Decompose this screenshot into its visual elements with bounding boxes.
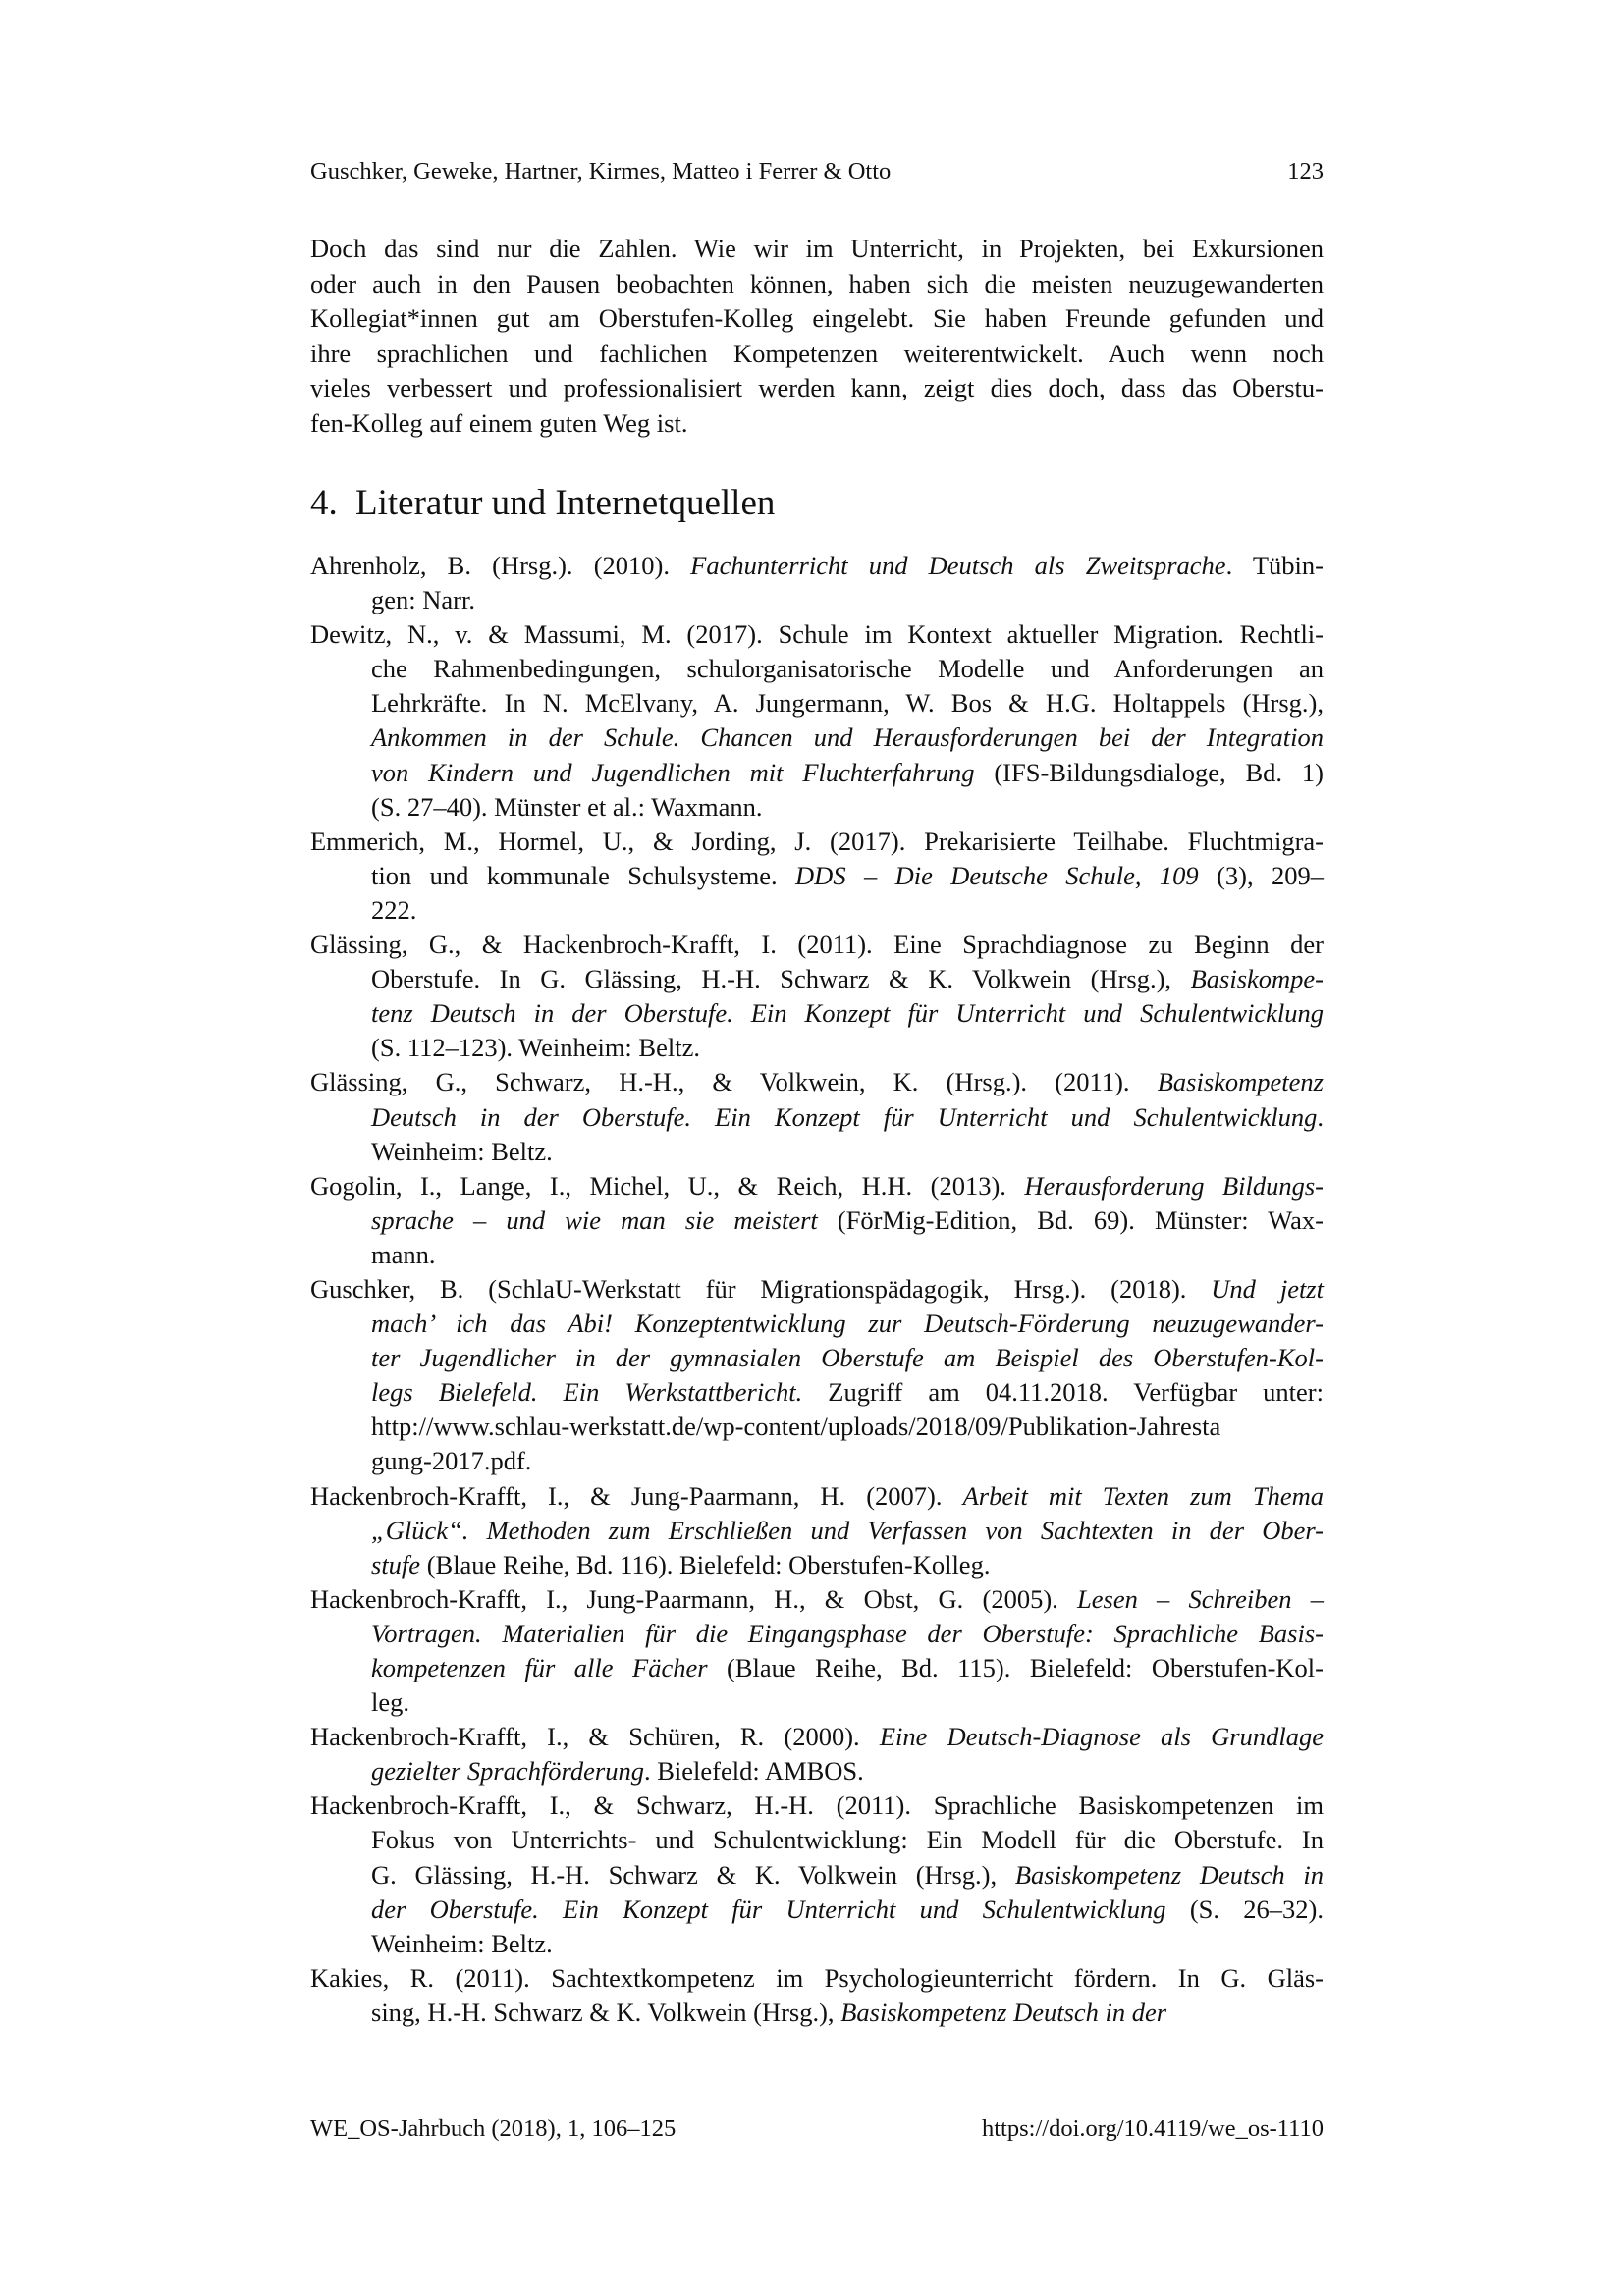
reference-line xyxy=(310,617,1324,652)
reference-text: Dewitz, N., v. & Massumi, M. (2017). Schule im Kontext aktueller Migration. Rechtli- xyxy=(310,619,1324,650)
reference-text: Oberstufe. In G. Glässing, H.-H. Schwarz & K. Volkwein (Hrsg.), xyxy=(371,964,1191,994)
reference-title-text: Vortragen. Materialien für die Eingangsphase der Oberstufe: Sprachliche Basis- xyxy=(371,1618,1324,1648)
reference-line xyxy=(310,928,1324,962)
reference-text: G. Glässing, H.-H. Schwarz & K. Volkwein (Hrsg.), xyxy=(371,1859,1015,1890)
reference-line xyxy=(371,1651,1324,1685)
reference-text: (S. 26–32). xyxy=(1165,1894,1324,1924)
reference-entry xyxy=(310,928,1324,1065)
reference-line xyxy=(371,859,1324,893)
reference-text: (Blaue Reihe, Bd. 115). Bielefeld: Oberstufen-Kol- xyxy=(707,1653,1324,1682)
reference-title-text: Herausforderung Bildungs- xyxy=(1024,1170,1324,1201)
reference-line xyxy=(371,1858,1324,1893)
reference-text: Guschker, B. (SchlaU-Werkstatt für Migrationspädagogik, Hrsg.). (2018). xyxy=(310,1273,1212,1304)
reference-line xyxy=(371,1341,1324,1375)
reference-line xyxy=(310,1169,1324,1203)
reference-text: tion und kommunale Schulsysteme. xyxy=(371,860,796,890)
reference-text: . xyxy=(1317,1101,1324,1132)
reference-text: sing, H.-H. Schwarz & K. Volkwein (Hrsg.), xyxy=(371,1997,841,2027)
reference-text: http://www.schlau-werkstatt.de/wp-content/uploads/2018/09/Publikation-Jahresta xyxy=(371,1412,1221,1442)
reference-entry xyxy=(310,825,1324,928)
reference-title-text: Und jetzt xyxy=(1211,1273,1324,1304)
reference-entry xyxy=(310,1582,1324,1720)
body-paragraph xyxy=(310,232,1324,441)
reference-line xyxy=(310,1065,1324,1099)
reference-text: Weinheim: Beltz. xyxy=(371,1136,553,1166)
reference-line xyxy=(310,1720,1324,1754)
body-line: Doch das sind nur die Zahlen. Wie wir im Unterricht, in Projekten, bei Exkursionen xyxy=(310,234,1324,263)
reference-title-text: kompetenzen für alle Fächer xyxy=(371,1653,708,1682)
reference-text: gung-2017.pdf. xyxy=(371,1446,532,1476)
reference-title-text: Basiskompetenz xyxy=(1157,1067,1324,1097)
reference-entry xyxy=(310,1720,1324,1789)
reference-text: (S. 112–123). Weinheim: Beltz. xyxy=(371,1033,700,1063)
body-line: oder auch in den Pausen beobachten können, haben sich die meisten neuzugewanderten xyxy=(310,268,1324,298)
reference-text: Hackenbroch-Krafft, I., & Schüren, R. (2000). xyxy=(310,1722,880,1752)
section-title: Literatur und Internetquellen xyxy=(355,483,776,523)
reference-line xyxy=(371,1754,1324,1789)
reference-text: gen: Narr. xyxy=(371,585,475,615)
reference-title-text: Basiskompe- xyxy=(1190,964,1324,994)
header-authors: Guschker, Geweke, Hartner, Kirmes, Matteo i Ferrer & Otto xyxy=(310,158,892,185)
reference-line xyxy=(371,721,1324,755)
reference-text: Glässing, G., Schwarz, H.-H., & Volkwein, K. (Hrsg.). (2011). xyxy=(310,1067,1158,1097)
reference-text: leg. xyxy=(371,1687,409,1718)
body-line: ihre sprachlichen und fachlichen Kompetenzen weiterentwickelt. Auch wenn noch xyxy=(310,338,1324,368)
reference-line xyxy=(310,1272,1324,1307)
reference-text: Gogolin, I., Lange, I., Michel, U., & Reich, H.H. (2013). xyxy=(310,1170,1025,1201)
reference-text: Glässing, G., & Hackenbroch-Krafft, I. (2011). Eine Sprachdiagnose zu Beginn der xyxy=(310,930,1324,960)
journal-citation: WE_OS-Jahrbuch (2018), 1, 106–125 xyxy=(310,2115,677,2142)
reference-line xyxy=(371,893,1324,928)
reference-line xyxy=(310,1961,1324,1996)
body-line: Kollegiat*innen gut am Oberstufen-Kolleg eingelebt. Sie haben Freunde gefunden und xyxy=(310,303,1324,333)
body-line: vieles verbessert und professionalisiert werden kann, zeigt dies doch, dass das Oberstu- xyxy=(310,373,1324,402)
reference-text: Hackenbroch-Krafft, I., Jung-Paarmann, H., & Obst, G. (2005). xyxy=(310,1583,1078,1614)
reference-line xyxy=(371,1893,1324,1927)
reference-text: . Bielefeld: AMBOS. xyxy=(643,1756,864,1787)
reference-title-text: stufe xyxy=(371,1549,421,1579)
reference-text: Ahrenholz, B. (Hrsg.). (2010). xyxy=(310,551,691,580)
reference-title-text: „Glück“. Methoden zum Erschließen und Verfassen von Sachtexten in der Ober- xyxy=(371,1515,1324,1545)
reference-text: (3), 209– xyxy=(1198,860,1325,890)
reference-line xyxy=(371,1410,1324,1444)
reference-line xyxy=(310,1582,1324,1617)
reference-title-text: der Oberstufe. Ein Konzept für Unterricht und Schulentwicklung xyxy=(371,1894,1166,1924)
reference-line xyxy=(371,686,1324,721)
reference-line xyxy=(371,1823,1324,1857)
section-heading xyxy=(310,481,775,526)
reference-line xyxy=(371,583,1324,617)
reference-title-text: sprache – und wie man sie meistert xyxy=(371,1204,818,1235)
reference-line xyxy=(310,825,1324,859)
reference-text: Hackenbroch-Krafft, I., & Schwarz, H.-H. (2011). Sprachliche Basiskompetenzen im xyxy=(310,1790,1324,1821)
reference-line xyxy=(371,1927,1324,1961)
reference-title-text: mach’ ich das Abi! Konzeptentwicklung zur Deutsch-Förderung neuzugewander- xyxy=(371,1308,1324,1339)
reference-text: che Rahmenbedingungen, schulorganisatorische Modelle und Anforderungen an xyxy=(371,654,1324,684)
reference-text: Hackenbroch-Krafft, I., & Jung-Paarmann, H. (2007). xyxy=(310,1480,963,1511)
doi-link[interactable]: https://doi.org/10.4119/we_os-1110 xyxy=(982,2115,1324,2142)
reference-title-text: Deutsch in der Oberstufe. Ein Konzept für Unterricht und Schulentwicklung xyxy=(371,1101,1318,1132)
reference-text: Emmerich, M., Hormel, U., & Jording, J. (2017). Prekarisierte Teilhabe. Fluchtmigra- xyxy=(310,826,1324,856)
reference-line xyxy=(371,1238,1324,1272)
reference-title-text: Arbeit mit Texten zum Thema xyxy=(962,1480,1324,1511)
reference-line xyxy=(310,1479,1324,1514)
section-number: 4. xyxy=(310,483,338,523)
reference-text: mann. xyxy=(371,1239,436,1269)
reference-entry xyxy=(310,549,1324,617)
reference-entry xyxy=(310,1065,1324,1168)
reference-line xyxy=(310,1789,1324,1823)
reference-line xyxy=(371,1444,1324,1478)
reference-text: Kakies, R. (2011). Sachtextkompetenz im Psychologieunterricht fördern. In G. Gläs- xyxy=(310,1962,1324,1993)
reference-text: Zugriff am 04.11.2018. Verfügbar unter: xyxy=(802,1377,1324,1408)
reference-text: 222. xyxy=(371,894,417,925)
reference-line xyxy=(371,1548,1324,1582)
reference-line xyxy=(371,1375,1324,1410)
reference-line xyxy=(371,1617,1324,1651)
reference-line xyxy=(371,756,1324,790)
reference-text: (IFS-Bildungsdialoge, Bd. 1) xyxy=(974,757,1324,787)
reference-title-text: Eine Deutsch-Diagnose als Grundlage xyxy=(879,1722,1324,1752)
page-footer xyxy=(310,2112,1324,2146)
reference-entry xyxy=(310,1961,1324,2030)
reference-title-text: tenz Deutsch in der Oberstufe. Ein Konzept für Unterricht und Schulentwicklung xyxy=(371,998,1324,1029)
reference-entry xyxy=(310,617,1324,825)
reference-line xyxy=(371,790,1324,825)
reference-title-text: ter Jugendlicher in der gymnasialen Oberstufe am Beispiel des Oberstufen-Kol- xyxy=(371,1343,1324,1373)
reference-text: Weinheim: Beltz. xyxy=(371,1928,553,1958)
page-number: 123 xyxy=(1287,158,1324,185)
running-header xyxy=(310,155,1324,188)
reference-text: (FörMig-Edition, Bd. 69). Münster: Wax- xyxy=(817,1204,1324,1235)
reference-entry xyxy=(310,1272,1324,1479)
reference-line xyxy=(371,1685,1324,1720)
reference-text: (Blaue Reihe, Bd. 116). Bielefeld: Oberstufen-Kolleg. xyxy=(420,1549,991,1579)
reference-text: . Tübin- xyxy=(1225,551,1324,580)
reference-title-text: Basiskompetenz Deutsch in xyxy=(1014,1859,1324,1890)
reference-title-text: Ankommen in der Schule. Chancen und Herausforderungen bei der Integration xyxy=(371,722,1324,753)
reference-line xyxy=(371,1203,1324,1238)
reference-line xyxy=(310,549,1324,583)
reference-title-text: Basiskompetenz Deutsch in der xyxy=(840,1997,1167,2027)
reference-line xyxy=(371,1031,1324,1065)
reference-title-text: Fachunterricht und Deutsch als Zweitsprache xyxy=(690,551,1226,580)
reference-line xyxy=(371,962,1324,996)
reference-title-text: legs Bielefeld. Ein Werkstattbericht. xyxy=(371,1377,803,1408)
reference-text: Fokus von Unterrichts- und Schulentwicklung: Ein Modell für die Oberstufe. In xyxy=(371,1825,1324,1855)
reference-line xyxy=(371,1514,1324,1548)
reference-list xyxy=(310,549,1324,2030)
reference-text: (S. 27–40). Münster et al.: Waxmann. xyxy=(371,791,763,822)
reference-entry xyxy=(310,1479,1324,1582)
reference-line xyxy=(371,996,1324,1031)
reference-title-text: Lesen – Schreiben – xyxy=(1077,1583,1324,1614)
reference-title-text: DDS – Die Deutsche Schule, 109 xyxy=(795,860,1199,890)
reference-line xyxy=(371,1100,1324,1135)
reference-title-text: gezielter Sprachförderung xyxy=(371,1756,644,1787)
reference-line xyxy=(371,1996,1324,2030)
reference-text: Lehrkräfte. In N. McElvany, A. Jungermann, W. Bos & H.G. Holtappels (Hrsg.), xyxy=(371,688,1324,719)
reference-line xyxy=(371,1135,1324,1169)
reference-entry xyxy=(310,1789,1324,1960)
body-line: fen-Kolleg auf einem guten Weg ist. xyxy=(310,407,688,438)
reference-line xyxy=(371,652,1324,686)
reference-entry xyxy=(310,1169,1324,1272)
reference-title-text: von Kindern und Jugendlichen mit Fluchterfahrung xyxy=(371,757,975,787)
reference-line xyxy=(371,1307,1324,1341)
